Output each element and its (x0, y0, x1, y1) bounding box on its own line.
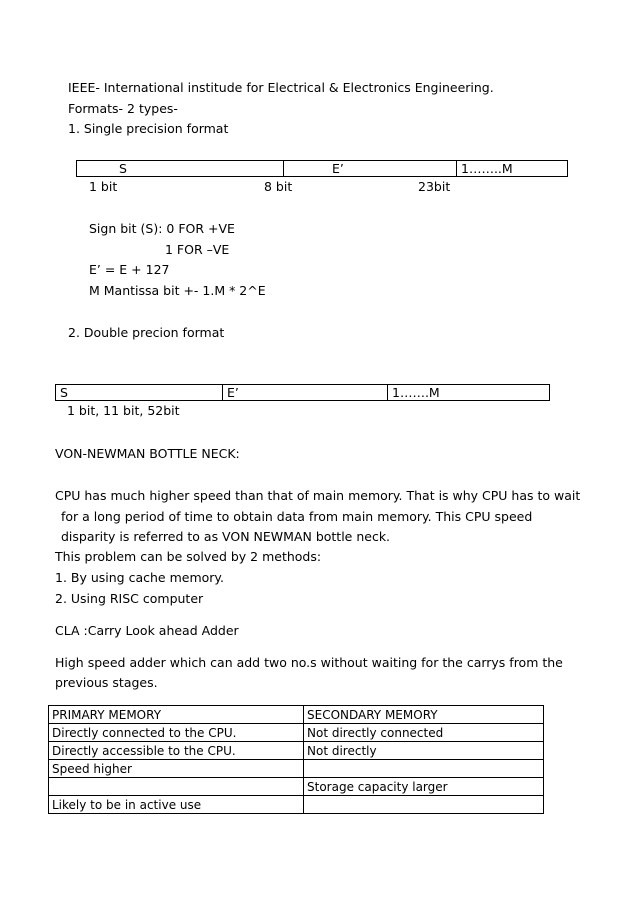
von-newman-para-line-2: for a long period of time to obtain data from main memory. This CPU speed (61, 509, 533, 524)
table-row (49, 760, 544, 778)
secondary-memory-header: SECONDARY MEMORY (304, 706, 544, 724)
single-sign-cell: S (77, 161, 284, 177)
table-cell: Likely to be in active use (49, 796, 304, 814)
method-1: 1. By using cache memory. (55, 570, 224, 585)
double-mantissa-cell: 1…….M (388, 385, 550, 401)
von-newman-heading: VON-NEWMAN BOTTLE NECK: (55, 446, 240, 461)
table-cell: Not directly (304, 742, 544, 760)
method-2: 2. Using RISC computer (55, 591, 204, 606)
table-cell: Speed higher (49, 760, 304, 778)
formats-line: Formats- 2 types- (68, 101, 178, 116)
primary-memory-header: PRIMARY MEMORY (49, 706, 304, 724)
solved-line: This problem can be solved by 2 methods: (55, 549, 322, 564)
cla-heading: CLA :Carry Look ahead Adder (55, 623, 239, 638)
cla-desc-line-1: High speed adder which can add two no.s without waiting for the carrys from the (55, 655, 563, 670)
mantissa-line: M Mantissa bit +- 1.M * 2^E (89, 283, 266, 298)
single-precision-table (76, 160, 568, 177)
table-row (49, 778, 544, 796)
sign-bit-line-1: Sign bit (S): 0 FOR +VE (89, 221, 235, 236)
sign-bit-line-2: 1 FOR –VE (165, 242, 230, 257)
table-header-row (49, 706, 544, 724)
memory-comparison-table (48, 705, 544, 814)
double-precision-title: 2. Double precion format (68, 325, 225, 340)
table-cell (49, 778, 304, 796)
single-mantissa-bits: 23bit (418, 179, 451, 194)
von-newman-para-line-1: CPU has much higher speed than that of main memory. That is why CPU has to wait (55, 488, 581, 503)
single-sign-bits: 1 bit (89, 179, 118, 194)
double-bits-line: 1 bit, 11 bit, 52bit (67, 403, 180, 418)
single-mantissa-cell: 1……..M (457, 161, 568, 177)
table-cell (304, 796, 544, 814)
double-sign-cell: S (56, 385, 223, 401)
table-cell: Directly connected to the CPU. (49, 724, 304, 742)
table-cell (304, 760, 544, 778)
ieee-line: IEEE- International institude for Electrical & Electronics Engineering. (68, 80, 494, 95)
table-row (49, 742, 544, 760)
single-exponent-bits: 8 bit (264, 179, 293, 194)
table-row (49, 796, 544, 814)
double-precision-table (55, 384, 550, 401)
single-exponent-cell: E’ (284, 161, 457, 177)
cla-desc-line-2: previous stages. (55, 675, 158, 690)
exponent-bias-line: E’ = E + 127 (89, 262, 170, 277)
double-exponent-cell: E’ (223, 385, 388, 401)
von-newman-para-line-3: disparity is referred to as VON NEWMAN bottle neck. (61, 529, 391, 544)
table-row (49, 724, 544, 742)
single-precision-title: 1. Single precision format (68, 121, 229, 136)
table-cell: Not directly connected (304, 724, 544, 742)
table-cell: Storage capacity larger (304, 778, 544, 796)
table-cell: Directly accessible to the CPU. (49, 742, 304, 760)
